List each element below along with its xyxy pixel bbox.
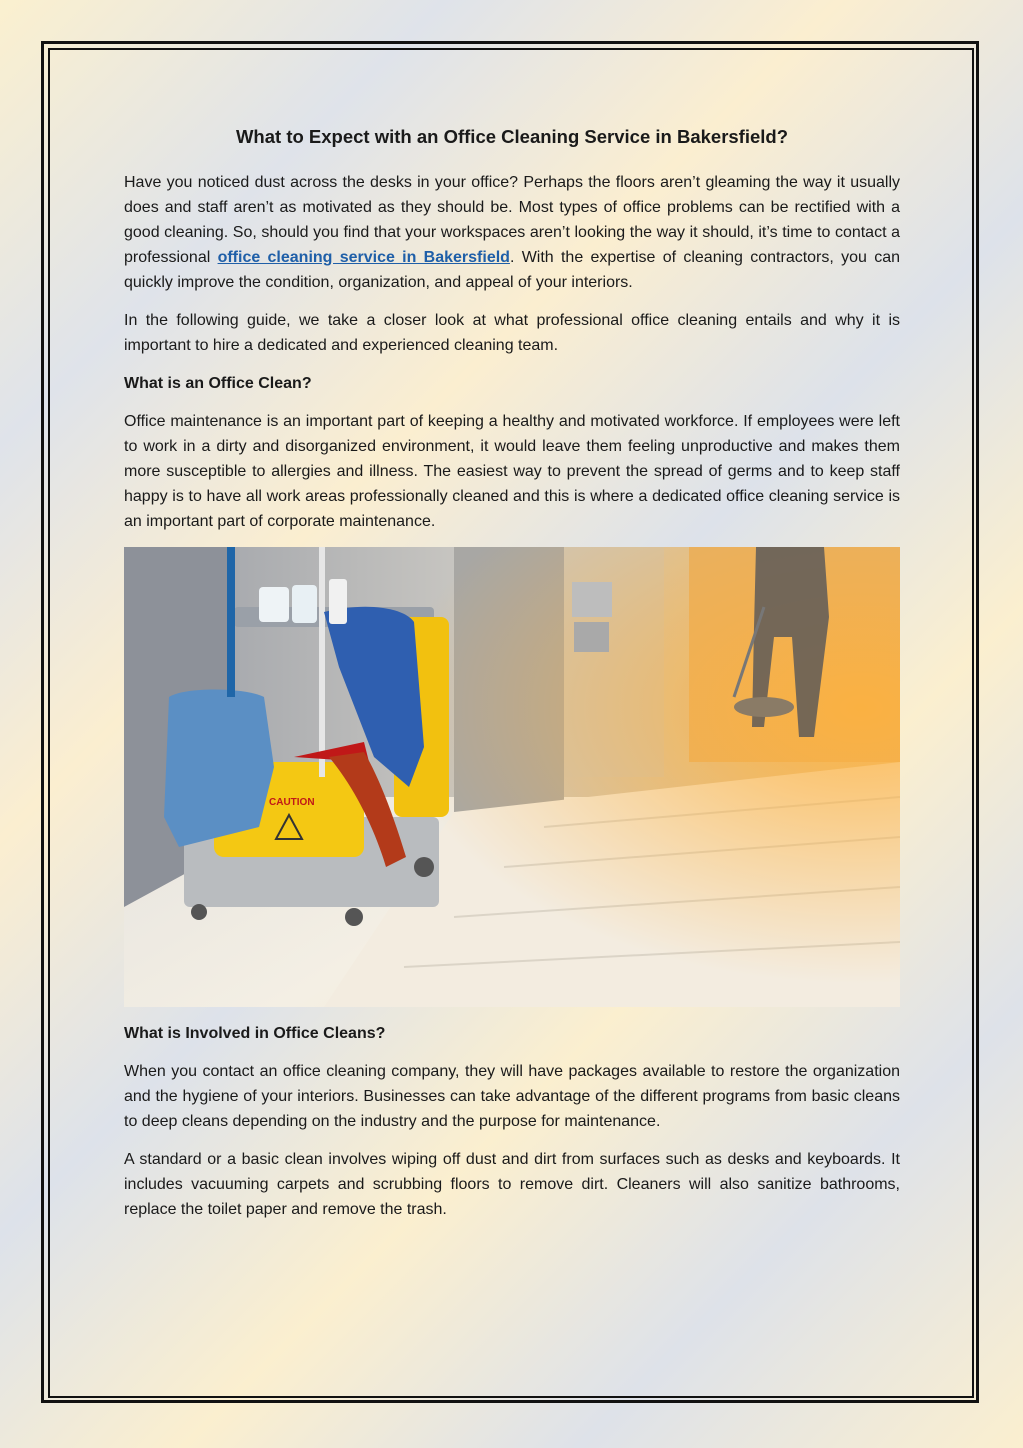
guide-paragraph: In the following guide, we take a closer look at what professional office cleaning entails and why it is important to hire a dedicated and experienced cleaning team. [124, 312, 900, 354]
section-heading-involved: What is Involved in Office Cleans? [124, 1025, 386, 1042]
section-body-involved-2: A standard or a basic clean involves wiping off dust and dirt from surfaces such as desks and keyboards. It includes vacuuming carpets and scrubbing floors to remove dirt. Cleaners will also sanitize bathrooms, replace the toilet paper and remove the trash. [124, 1151, 900, 1218]
section-body-involved-1: When you contact an office cleaning company, they will have packages available to restore the organization and the hygiene of your interiors. Businesses can take advantage of the different programs from basic cleans to deep cleans depending on the industry and the purpose for maintenance. [124, 1063, 900, 1130]
office-cleaning-photo [124, 547, 900, 1007]
intro-paragraph [124, 170, 900, 295]
caution-label: CAUTION [269, 797, 315, 808]
section-body-office-clean: Office maintenance is an important part of keeping a healthy and motivated workforce. If employees were left to work in a dirty and disorganized environment, it would leave them feeling unproductive and makes them more susceptible to allergies and illness. The easiest way to prevent the spread of germs and to keep staff happy is to have all work areas professionally cleaned and this is where a dedicated office cleaning service is an important part of corporate maintenance. [124, 413, 900, 530]
document-body [124, 122, 900, 1235]
intro-text-after: . With the expertise of cleaning contractors, you can quickly improve the condition, organization, and appeal of your interiors. [124, 249, 900, 291]
office-cleaning-link[interactable]: office cleaning service in Bakersfield [217, 249, 510, 266]
section-heading-office-clean: What is an Office Clean? [124, 375, 312, 392]
intro-text-before: Have you noticed dust across the desks in your office? Perhaps the floors aren’t gleaming the way it usually does and staff aren’t as motivated as they should be. Most types of office problems can be rectified with a good cleaning. So, should you find that your workspaces aren’t looking the way it should, it’s time to contact a professional [124, 174, 900, 266]
document-title: What to Expect with an Office Cleaning Service in Bakersfield? [235, 126, 789, 147]
